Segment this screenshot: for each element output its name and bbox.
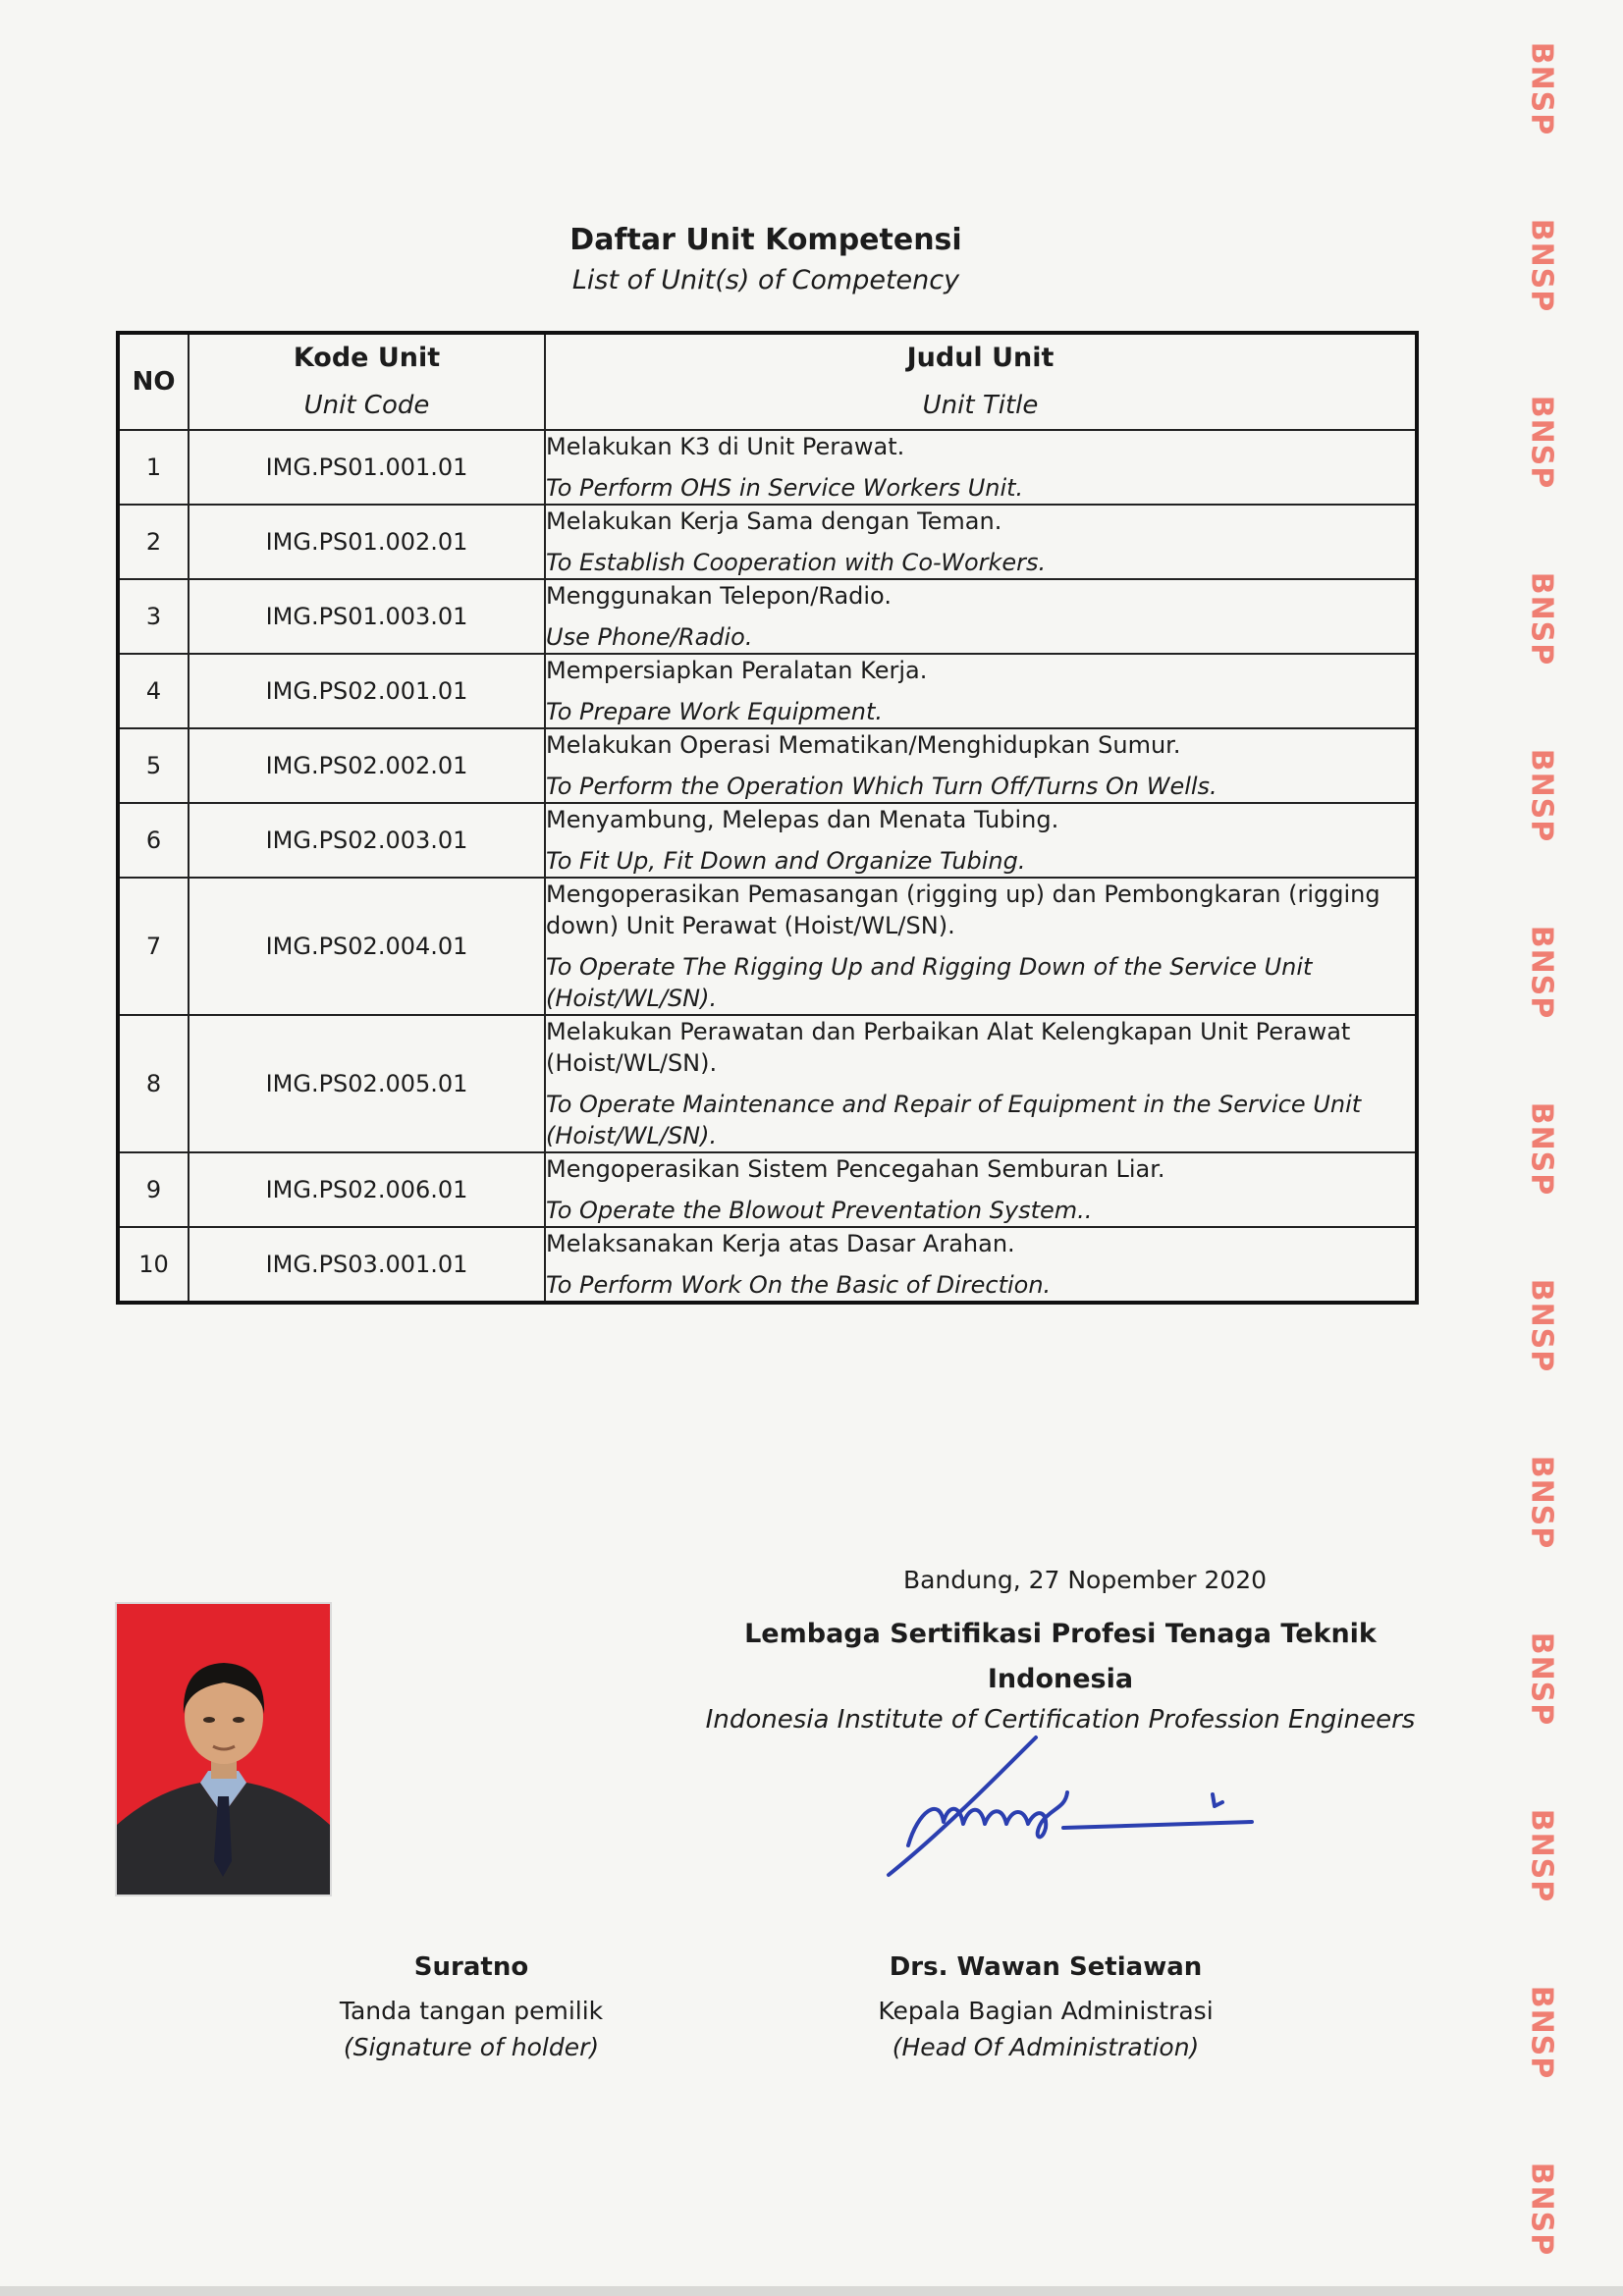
unit-title-english: To Perform OHS in Service Workers Unit.	[546, 474, 1024, 502]
unit-title-indonesian: Mengoperasikan Pemasangan (rigging up) dan Pembongkaran (rigging down) Unit Perawat (Hoist/WL/SN).	[546, 881, 1380, 939]
unit-code: IMG.PS02.003.01	[189, 803, 545, 878]
bnsp-watermark: BNSP	[1524, 925, 1559, 1019]
unit-code: IMG.PS02.002.01	[189, 728, 545, 803]
competency-units-table	[116, 331, 1419, 1305]
unit-title-indonesian: Mengoperasikan Sistem Pencegahan Semburan Liar.	[546, 1155, 1165, 1183]
table-row	[118, 654, 1417, 728]
unit-title-english: Use Phone/Radio.	[546, 623, 753, 651]
unit-code: IMG.PS02.006.01	[189, 1152, 545, 1227]
bnsp-watermark: BNSP	[1524, 748, 1559, 842]
unit-title-indonesian: Menggunakan Telepon/Radio.	[546, 582, 892, 610]
unit-title	[545, 878, 1417, 1015]
unit-title	[545, 654, 1417, 728]
issuing-organization: Lembaga Sertifikasi Profesi Tenaga Teknik Indonesia	[744, 1619, 1377, 1694]
unit-code: IMG.PS01.001.01	[189, 430, 545, 505]
unit-title	[545, 430, 1417, 505]
table-row	[118, 1227, 1417, 1303]
bnsp-watermark: BNSP	[1524, 1278, 1559, 1372]
header-no: NO	[118, 333, 189, 430]
signatory-role-english: (Head Of Administration)	[892, 2033, 1200, 2061]
holder-name: Suratno	[413, 1952, 529, 1982]
handwritten-signature	[879, 1728, 1271, 1885]
row-number: 9	[118, 1152, 189, 1227]
row-number: 7	[118, 878, 189, 1015]
bnsp-watermark: BNSP	[1524, 218, 1559, 312]
bnsp-watermark-strip	[1512, 0, 1571, 2296]
unit-code: IMG.PS03.001.01	[189, 1227, 545, 1303]
bnsp-watermark: BNSP	[1524, 571, 1559, 666]
document-title	[511, 218, 1021, 298]
row-number: 10	[118, 1227, 189, 1303]
unit-title-english: To Perform Work On the Basic of Direction.	[546, 1271, 1052, 1299]
unit-title	[545, 505, 1417, 579]
bnsp-watermark: BNSP	[1524, 2162, 1559, 2256]
table-row	[118, 1015, 1417, 1152]
row-number: 1	[118, 430, 189, 505]
unit-title-english: To Operate The Rigging Up and Rigging Down of the Service Unit (Hoist/WL/SN).	[546, 953, 1313, 1012]
row-number: 6	[118, 803, 189, 878]
holder-signature-block	[324, 1948, 619, 2065]
place-date: Bandung, 27 Nopember 2020	[902, 1566, 1268, 1594]
unit-title	[545, 579, 1417, 654]
title-indonesian: Daftar Unit Kompetensi	[569, 223, 962, 257]
bnsp-watermark: BNSP	[1524, 1101, 1559, 1196]
unit-title-indonesian: Melakukan Operasi Mematikan/Menghidupkan Sumur.	[546, 731, 1181, 759]
row-number: 4	[118, 654, 189, 728]
page-bottom-edge	[0, 2286, 1623, 2296]
holder-role: Tanda tangan pemilik	[339, 1997, 604, 2025]
unit-title-english: To Operate the Blowout Preventation System..	[546, 1197, 1093, 1224]
bnsp-watermark: BNSP	[1524, 1455, 1559, 1549]
holder-role-english: (Signature of holder)	[343, 2033, 600, 2061]
header-unit-code: Kode Unit Unit Code	[189, 333, 545, 430]
unit-title-english: To Operate Maintenance and Repair of Equipment in the Service Unit (Hoist/WL/SN).	[546, 1091, 1362, 1149]
unit-title-english: To Establish Cooperation with Co-Workers.	[546, 549, 1047, 576]
table-row	[118, 430, 1417, 505]
unit-title	[545, 728, 1417, 803]
row-number: 8	[118, 1015, 189, 1152]
row-number: 5	[118, 728, 189, 803]
unit-title-indonesian: Menyambung, Melepas dan Menata Tubing.	[546, 806, 1059, 833]
holder-photo	[115, 1602, 332, 1896]
unit-title-english: To Fit Up, Fit Down and Organize Tubing.	[546, 847, 1026, 875]
unit-title	[545, 1152, 1417, 1227]
issuer-block	[668, 1561, 1453, 1737]
table-row	[118, 728, 1417, 803]
unit-title	[545, 803, 1417, 878]
bnsp-watermark: BNSP	[1524, 1808, 1559, 1902]
unit-code: IMG.PS01.002.01	[189, 505, 545, 579]
unit-code: IMG.PS02.001.01	[189, 654, 545, 728]
signatory-name: Drs. Wawan Setiawan	[889, 1952, 1203, 1982]
unit-title-indonesian: Mempersiapkan Peralatan Kerja.	[546, 657, 928, 684]
bnsp-watermark: BNSP	[1524, 1631, 1559, 1726]
row-number: 2	[118, 505, 189, 579]
unit-title-indonesian: Melaksanakan Kerja atas Dasar Arahan.	[546, 1230, 1015, 1257]
unit-title	[545, 1015, 1417, 1152]
unit-code: IMG.PS02.005.01	[189, 1015, 545, 1152]
signatory-block	[835, 1948, 1257, 2065]
unit-title-indonesian: Melakukan K3 di Unit Perawat.	[546, 433, 905, 460]
unit-title-indonesian: Melakukan Kerja Sama dengan Teman.	[546, 507, 1002, 535]
unit-code: IMG.PS01.003.01	[189, 579, 545, 654]
table-row	[118, 505, 1417, 579]
portrait-image	[117, 1604, 330, 1895]
table-header-row	[118, 333, 1417, 430]
table-row	[118, 803, 1417, 878]
unit-title	[545, 1227, 1417, 1303]
bnsp-watermark: BNSP	[1524, 41, 1559, 135]
signatory-role: Kepala Bagian Administrasi	[878, 1997, 1214, 2025]
row-number: 3	[118, 579, 189, 654]
table-row	[118, 579, 1417, 654]
title-english: List of Unit(s) of Competency	[571, 265, 960, 295]
bnsp-watermark: BNSP	[1524, 1985, 1559, 2079]
table-row	[118, 878, 1417, 1015]
table-row	[118, 1152, 1417, 1227]
unit-title-english: To Perform the Operation Which Turn Off/Turns On Wells.	[546, 773, 1217, 800]
unit-title-indonesian: Melakukan Perawatan dan Perbaikan Alat Kelengkapan Unit Perawat (Hoist/WL/SN).	[546, 1018, 1351, 1077]
bnsp-watermark: BNSP	[1524, 395, 1559, 489]
header-unit-title: Judul Unit Unit Title	[545, 333, 1417, 430]
issuing-organization-english: Indonesia Institute of Certification Profession Engineers	[705, 1705, 1416, 1735]
unit-code: IMG.PS02.004.01	[189, 878, 545, 1015]
unit-title-english: To Prepare Work Equipment.	[546, 698, 884, 725]
